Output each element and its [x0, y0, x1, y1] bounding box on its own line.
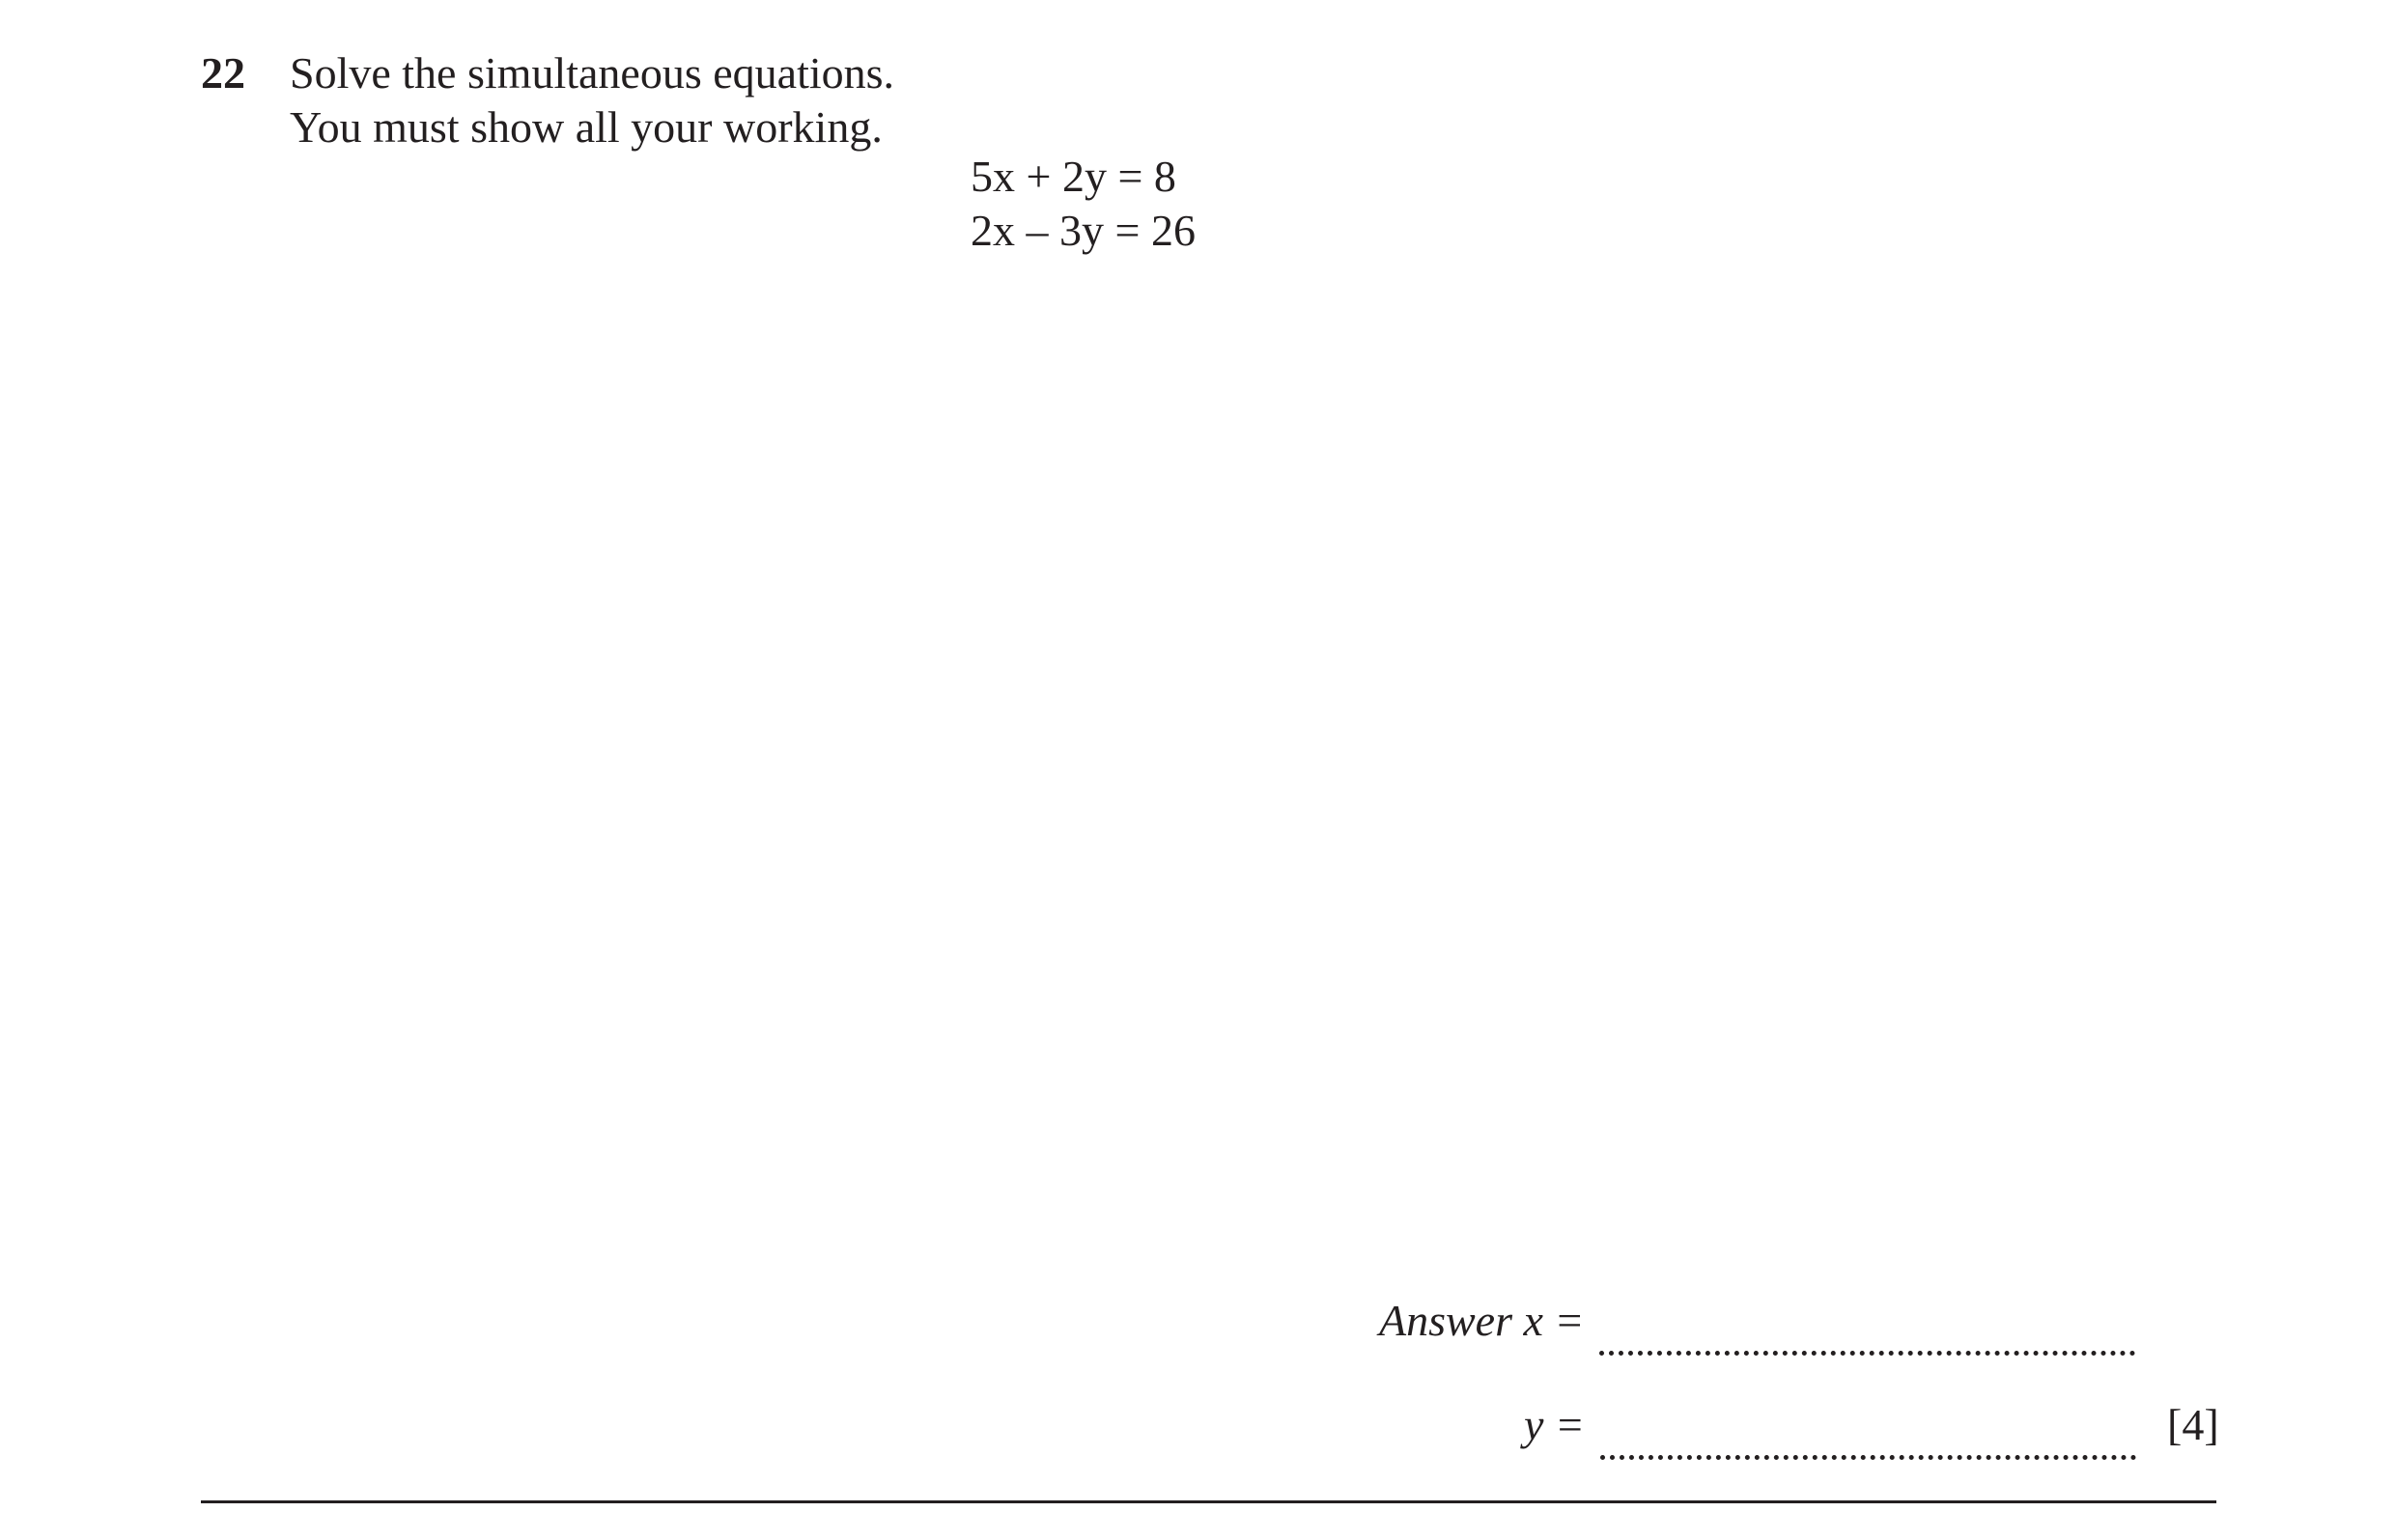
marks-indicator: [4]	[2167, 1400, 2219, 1449]
equation-1: 5x + 2y = 8	[971, 152, 1176, 201]
equations-block	[971, 150, 1196, 258]
answer-x-row	[1379, 1294, 2135, 1356]
bottom-rule	[201, 1500, 2216, 1503]
equation-2: 2x – 3y = 26	[971, 206, 1196, 255]
answer-x-label: Answer x =	[1379, 1296, 1585, 1345]
prompt-line-1: Solve the simultaneous equations.	[290, 48, 895, 98]
answer-y-label: y =	[1524, 1400, 1585, 1449]
question-prompt	[290, 46, 894, 154]
answer-y-field[interactable]	[1600, 1416, 2136, 1460]
answer-y-row	[1524, 1398, 2136, 1460]
answer-x-field[interactable]	[1599, 1312, 2135, 1356]
working-space[interactable]	[201, 280, 2210, 1265]
question-number: 22	[201, 48, 245, 98]
prompt-line-2: You must show all your working.	[290, 102, 883, 152]
